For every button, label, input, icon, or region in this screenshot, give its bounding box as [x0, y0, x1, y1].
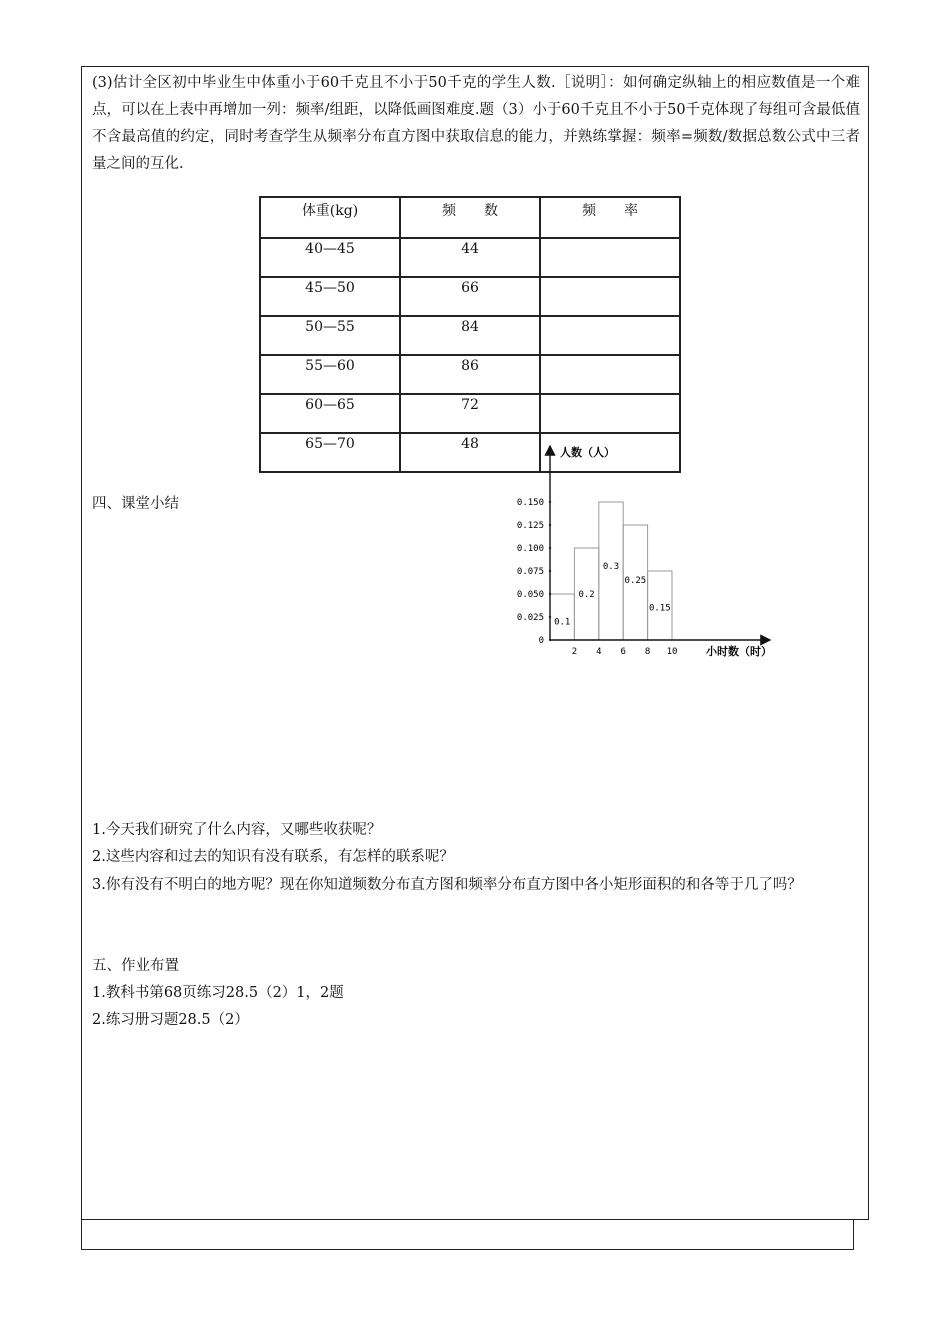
cell-frequency [540, 277, 680, 316]
section-summary-title: 四、课堂小结 [92, 496, 179, 512]
header-count: 频 数 [400, 197, 540, 238]
x-tick-label: 4 [596, 647, 602, 657]
cell-count: 86 [400, 355, 540, 394]
homework-item-1: 1.教科书第68页练习28.5（2）1，2题 [92, 985, 344, 1001]
table-row [260, 355, 680, 394]
cell-range: 50—55 [260, 316, 400, 355]
x-tick-label: 10 [666, 647, 678, 657]
x-tick-label: 6 [620, 647, 626, 657]
cell-range: 55—60 [260, 355, 400, 394]
bar-label: 0.15 [648, 603, 671, 614]
y-tick-label: 0.100 [516, 544, 544, 554]
x-tick-label: 8 [644, 647, 651, 657]
intro-paragraph: (3)估计全区初中毕业生中体重小于60千克且不小于50千克的学生人数.［说明］：如何确定纵轴上的相应数值是一个难点，可以在上表中再增加一列：频率/组距，以降低画图难度.题（3）小于60千克且不小于50千克体现了每组可含最低值不含最高值的约定，同时考查学生从频率分布直方图中获取信息的能力，并熟练掌握：频率=频数/数据总数公式中三者量之间的互化. [92, 75, 860, 172]
y-tick-label: 0.025 [516, 613, 544, 623]
y-tick-label: 0.150 [516, 498, 544, 508]
cell-frequency [540, 238, 680, 277]
table-row [260, 316, 680, 355]
homework-item-2: 2.练习册习题28.5（2） [92, 1012, 249, 1028]
y-tick-label: 0.075 [516, 567, 544, 577]
cell-count: 72 [400, 394, 540, 433]
cell-count: 44 [400, 238, 540, 277]
summary-question-2: 2.这些内容和过去的知识有没有联系，有怎样的联系呢？ [92, 849, 454, 865]
cell-frequency [540, 316, 680, 355]
table-row [260, 277, 680, 316]
cell-range: 45—50 [260, 277, 400, 316]
bar-label: 0.2 [578, 589, 595, 600]
y-tick-label: 0.125 [516, 521, 544, 531]
header-frequency: 频 率 [540, 197, 680, 238]
cell-count: 84 [400, 316, 540, 355]
cell-count: 48 [400, 433, 540, 472]
x-axis-label: 小时数（时） [706, 645, 772, 658]
cell-range: 65—70 [260, 433, 400, 472]
table-row [260, 394, 680, 433]
header-weight: 体重(kg) [260, 197, 400, 238]
cell-count: 66 [400, 277, 540, 316]
y-tick-label: 0.050 [516, 590, 544, 600]
histogram-plot [517, 498, 678, 657]
table-row [260, 238, 680, 277]
y-tick-label: 0 [538, 636, 544, 646]
section-homework-title: 五、作业布置 [92, 958, 179, 974]
table-header-row [260, 197, 680, 238]
cell-range: 40—45 [260, 238, 400, 277]
summary-question-3: 3.你有没有不明白的地方呢？现在你知道频数分布直方图和频率分布直方图中各小矩形面积的和各等于几了吗？ [92, 877, 802, 893]
cell-range: 60—65 [260, 394, 400, 433]
summary-question-1: 1.今天我们研究了什么内容，又哪些收获呢？ [92, 822, 382, 838]
bar-label: 0.25 [624, 576, 647, 586]
bar-label: 0.1 [554, 617, 571, 628]
x-tick-label: 2 [571, 647, 578, 657]
footer-cell [81, 1220, 854, 1250]
frequency-histogram [508, 440, 788, 670]
cell-frequency [540, 355, 680, 394]
cell-frequency [540, 394, 680, 433]
bar-label: 0.3 [602, 562, 620, 573]
frequency-table [259, 196, 681, 473]
y-axis-label: 人数（人） [560, 446, 615, 459]
